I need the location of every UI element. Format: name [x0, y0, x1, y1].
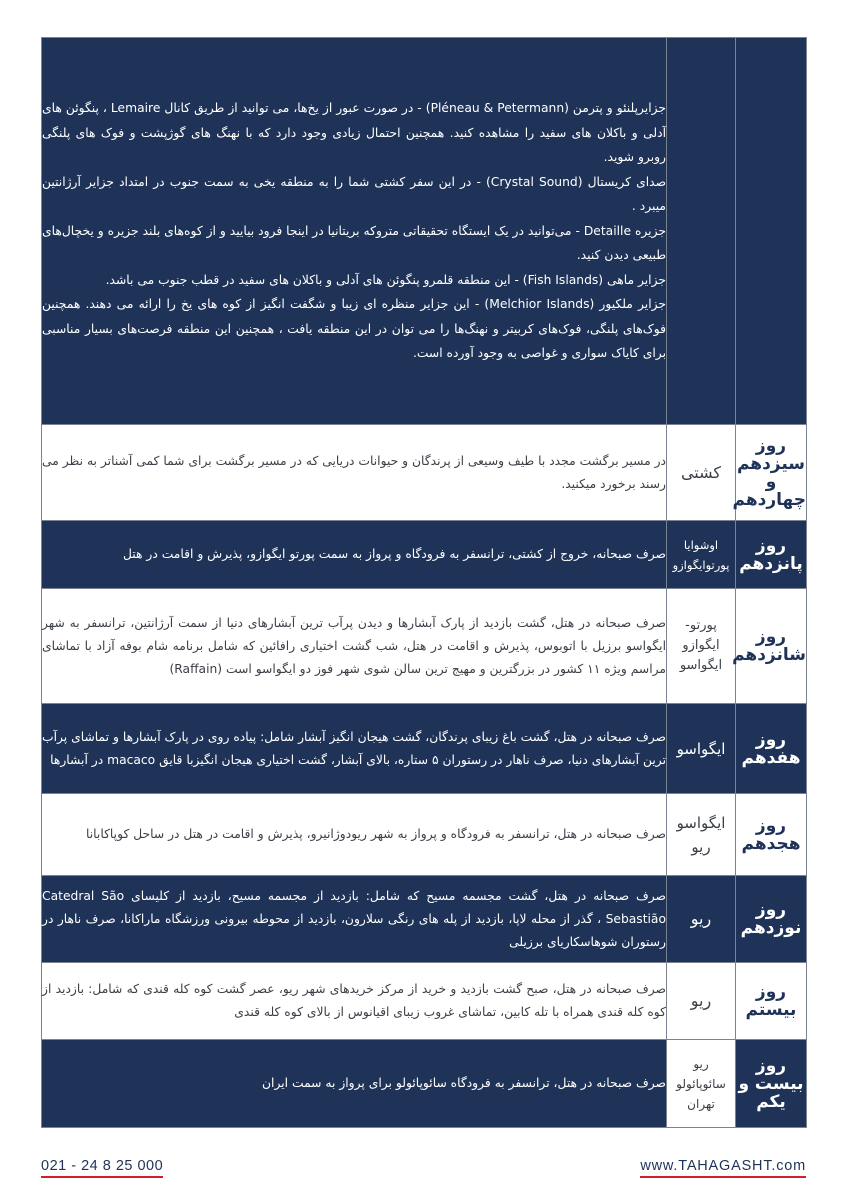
footer-phone: 021 - 24 8 25 000	[41, 1158, 163, 1178]
description-paragraph: صرف صبحانه در هتل، گشت باغ زیبای پرندگان، گشت هیجان انگیز آبشار شامل: پیاده روی در پارک آبشارها و تماشای پرآب ترین آبشارهای دنیا، صرف ناهار در رستوران ۵ ستاره، بالای آبشار، گشت اختیاری هیجان انگیزبا قایق macaco در آبشارها	[42, 729, 666, 767]
itinerary-row-day-17	[42, 704, 807, 794]
description-cell	[42, 794, 667, 876]
description-cell	[42, 704, 667, 794]
location-cell: ریو	[667, 876, 736, 963]
itinerary-row-day-13-14	[42, 425, 807, 521]
itinerary-row-day-16	[42, 589, 807, 704]
footer-website-link[interactable]: www.TAHAGASHT.com	[640, 1158, 806, 1178]
description-paragraph: صرف صبحانه در هتل، گشت مجسمه مسیح که شامل: بازدید از مجسمه مسیح، بازدید از کلیسای Catedral São Sebastião ، گذر از محله لاپا، بازدید از پله های رنگی سلارون، بازدید از محوطه بیرونی ورزشگاه ماراکانا، صرف ناهار در رستوران شوهاسکاریای برزیلی	[42, 888, 666, 949]
itinerary-row-day-18	[42, 794, 807, 876]
location-cell: ایگواسو	[667, 704, 736, 794]
description-paragraph: جزایر ماهی (Fish Islands) - این منطقه قلمرو پنگوئن های آدلی و باکلان های سفید در قطب جنوب می باشد.	[105, 272, 666, 287]
itinerary-row-day-15	[42, 521, 807, 589]
day-cell: روز بیستم	[736, 963, 807, 1040]
description-paragraph: جزایر ملکیور (Melchior Islands) - این جزایر منظره ای زیبا و شگفت انگیز از کوه های یخ را ارائه می دهند. همچنین فوک‌های پلنگی، فوک‌های کربیتر و نهنگ‌ها را می توان در این منطقه یافت ، همچنین این منطقه فرصت‌های بسیار مناسبی برای کایاک سواری و غواصی به وجود آورده است.	[42, 297, 666, 361]
itinerary-row-day-20	[42, 963, 807, 1040]
day-cell: روز بیست و یکم	[736, 1040, 807, 1128]
description-paragraph: صرف صبحانه در هتل، گشت بازدید از پارک آبشارها و دیدن پرآب ترین آبشارهای دنیا از سمت آرژانتین، ترانسفر به شهر ایگواسو برزیل با اتوبوس، پذیرش و اقامت در هتل، شب گشت اختیاری رافائین که شامل برنامه شام بوفه آزاد با تماشای مراسم ویژه ۱۱ کشور در بزرگترین و مهیج ترین سالن شوی شهر فوز دو ایگواسو است (Raffain)	[42, 615, 666, 676]
itinerary-row-day-12-continued	[42, 38, 807, 425]
description-paragraph: جزایرپلنئو و پترمن (Pléneau & Petermann) - در صورت عبور از یخ‌ها، می توانید از طریق کانال Lemaire ، پنگوئن های آدلی و باکلان های سفید را مشاهده کنید. همچنین احتمال زیادی وجود دارد که با نهنگ های گوژپشت و فوک های پلنگی روبرو شوید.	[42, 101, 667, 165]
itinerary-row-day-19	[42, 876, 807, 963]
location-cell: کشتی	[667, 425, 736, 521]
description-paragraph: صرف صبحانه در هتل، ترانسفر به فرودگاه و پرواز به شهر ریودوژانیرو، پذیرش و اقامت در هتل در ساحل کوپاکابانا	[85, 827, 666, 841]
location-cell	[667, 38, 736, 425]
day-cell: روز نوزدهم	[736, 876, 807, 963]
day-cell: روز هفدهم	[736, 704, 807, 794]
description-paragraph: صرف صبحانه در هتل، ترانسفر به فرودگاه سائوپائولو برای پرواز به سمت ایران	[262, 1076, 666, 1090]
day-cell: روز هجدهم	[736, 794, 807, 876]
day-cell: روز پانزدهم	[736, 521, 807, 589]
day-cell	[736, 38, 807, 425]
description-cell	[42, 589, 667, 704]
description-paragraph: صرف صبحانه، خروج از کشتی، ترانسفر به فرودگاه و پرواز به سمت پورتو ایگوازو، پذیرش و اقامت در هتل	[122, 547, 666, 561]
description-cell	[42, 876, 667, 963]
location-cell: ریو سائوپائولو تهران	[667, 1040, 736, 1128]
location-cell: پورتو- ایگوازو ایگواسو	[667, 589, 736, 704]
location-cell: اوشوایا پورتوایگوازو	[667, 521, 736, 589]
description-cell	[42, 38, 667, 425]
description-paragraph: در مسیر برگشت مجدد با طیف وسیعی از پرندگان و حیوانات دریایی که در مسیر برگشت برای شما کمی آشناتر به نظر می رسند برخورد میکنید.	[42, 453, 666, 491]
description-cell	[42, 521, 667, 589]
itinerary-table	[41, 37, 807, 1128]
day-cell: روز سیزدهم و چهاردهم	[736, 425, 807, 521]
day-cell: روز شانزدهم	[736, 589, 807, 704]
location-cell: ریو	[667, 963, 736, 1040]
location-cell: ایگواسو ریو	[667, 794, 736, 876]
itinerary-row-day-21	[42, 1040, 807, 1128]
description-cell	[42, 425, 667, 521]
description-paragraph: جزیره Detaille - می‌توانید در یک ایستگاه تحقیقاتی متروکه بریتانیا در اینجا فرود بیایید و از کوه‌های بلند جزیره و یخچال‌های طبیعی دیدن کنید.	[42, 223, 666, 263]
description-paragraph: صدای کریستال (Crystal Sound) - در این سفر کشتی شما را به منطقه یخی به سمت جنوب در امتداد جزایر آرژانتین میبرد .	[42, 174, 667, 214]
description-cell	[42, 963, 667, 1040]
description-cell	[42, 1040, 667, 1128]
description-paragraph: صرف صبحانه در هتل، صبح گشت بازدید و خرید از مرکز خریدهای شهر ریو، عصر گشت کوه کله قندی که شامل: بازدید از کوه کله قندی همراه با تله کابین، تماشای غروب زیبای اقیانوس از بالای کوه کله قندی	[42, 982, 666, 1019]
